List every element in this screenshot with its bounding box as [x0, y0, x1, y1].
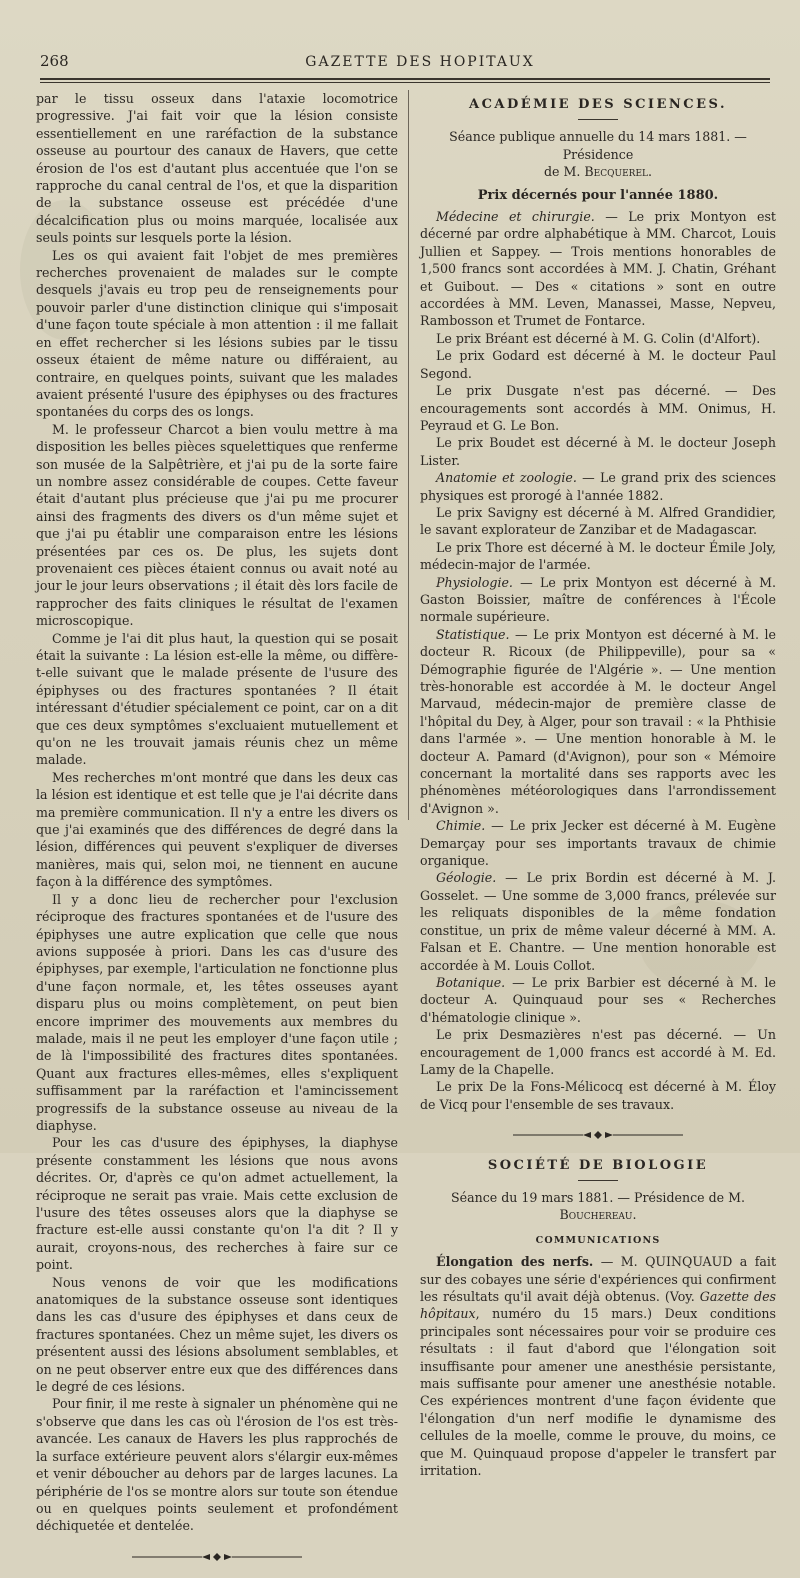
- section-lead: Statistique.: [436, 626, 510, 642]
- paragraph: [420, 347, 776, 382]
- paragraph-text: — Le prix Montyon est décerné à M. Gaston Boissier, maître de conférences à l'École normale supérieure.: [420, 574, 776, 625]
- article-text: , numéro du 15 mars.) Deux conditions principales sont nécessaires pour voir se produire ces résultats : il faut d'abord que l'élongation soit insuffisante pour amener une anesthésie persistante, mais suffisante pour amener une anesthésie notable. Ces expériences montrent d'une façon évidente que l'élongation d'un nerf modifie le dynamisme des cellules de la moelle, comme le prouve, du moins, ce que M. Quinquaud propose d'appeler le transfert par irritation.: [420, 1306, 776, 1479]
- paragraph-text: — Le grand prix des sciences physiques est prorogé à l'année 1882.: [420, 470, 776, 503]
- article-italic: Gazette des hôpitaux: [420, 1289, 776, 1322]
- ornament-rule-icon: [132, 1552, 302, 1562]
- paragraph-text: Le prix Savigny est décerné à M. Alfred Grandidier, le savant explorateur de Zanzibar et de Madagascar.: [420, 504, 776, 538]
- paragraph-text: — Le prix Montyon est décerné par ordre alphabétique à MM. Charcot, Louis Jullien et Sappey. — Trois mentions honorables de 1,500 francs sont accordées à MM. J. Chatin, Gréhant et Guibout. — Des « citations » sont en outre accordées à MM. Leven, Manassei, Masse, Nepveu, Rambosson et Trumet de Fontarce.: [420, 209, 776, 329]
- ornament-rule-icon: [513, 1130, 683, 1140]
- paragraph: Mes recherches m'ont montré que dans les deux cas la lésion est identique et est telle que je l'ai décrite dans ma première communication. Il n'y a entre les divers os que j'ai examinés que des différences de degré dans la lésion, différences qui peuvent s'expliquer de diverses manières, mais qui, selon moi, ne tiennent en aucune façon à la différence des symptômes.: [36, 769, 398, 890]
- seance-prefix: Séance du 19 mars 1881. — Présidence de M.: [451, 1189, 745, 1205]
- section-lead: Géologie.: [436, 870, 497, 886]
- page-header: [40, 52, 770, 76]
- paragraph-text: — Le prix Jecker est décerné à M. Eugène Demarçay pour ses importants travaux de chimie organique.: [420, 818, 776, 869]
- paragraph-text: Le prix Thore est décerné à M. le docteur Émile Joly, médecin-major de l'armée.: [420, 539, 776, 573]
- section-lead: Botanique.: [436, 974, 506, 990]
- paragraph-text: Le prix De la Fons-Mélicocq est décerné à M. Éloy de Vicq pour l'ensemble de ses travaux.: [420, 1079, 776, 1112]
- president-name: Bouchereau.: [559, 1207, 637, 1223]
- paragraph: Comme je l'ai dit plus haut, la question qui se posait était la suivante : La lésion est-elle la même, ou diffère-t-elle suivant que le malade présente de l'usure des épiphyses ou des fractures spontanées ? Il était intéressant d'étudier spécialement ce point, car on a dit que ces deux symptômes s'excluaient mutuellement et qu'on ne les trouvait jamais réunis chez un même malade.: [36, 630, 398, 768]
- section-lead: Médecine et chirurgie.: [436, 209, 595, 225]
- paragraph: [420, 504, 776, 539]
- biologie-title: SOCIÉTÉ DE BIOLOGIE: [487, 1157, 709, 1173]
- section-lead: Anatomie et zoologie.: [436, 470, 577, 486]
- communications-label: COMMUNICATIONS: [535, 1234, 661, 1246]
- paragraph: [420, 208, 776, 330]
- paragraph: [420, 1026, 776, 1078]
- article-lead: Élongation des nerfs.: [436, 1254, 594, 1270]
- header-rule: [40, 78, 770, 83]
- paragraph: [420, 1253, 776, 1479]
- paragraph: Nous venons de voir que les modifications anatomiques de la substance osseuse sont identiques dans les cas d'usure des épiphyses et dans ceux de fractures spontanées. Chez un même sujet, les divers os présentent aussi des lésions absolument semblables, et on ne peut observer entre eux que des différences dans le degré de ces lésions.: [36, 1274, 398, 1395]
- paragraph: [420, 330, 776, 347]
- paragraph-text: — Le prix Barbier est décerné à M. le docteur A. Quinquaud pour ses « Recherches d'hématologie clinique ».: [420, 974, 776, 1025]
- paragraph: Il y a donc lieu de rechercher pour l'exclusion réciproque des fractures spontanées et de l'usure des épiphyses une autre explication que celle que nous avions supposée à priori. Dans les cas d'usure des épiphyses, par exemple, l'articulation ne fonctionne plus d'une façon normale, et, les têtes osseuses ayant disparu plus ou moins complètement, on peut bien encore imprimer des mouvements aux membres du malade, mais il ne peut les employer d'une façon utile ; de là l'impossibilité des fractures dites spontanées. Quant aux fractures elles-mêmes, elles s'expliquent suffisamment par la raréfaction et l'amincissement progressifs de la substance osseuse au niveau de la diaphyse.: [36, 891, 398, 1133]
- seance-line: Séance publique annuelle du 14 mars 1881. — Présidence: [449, 129, 747, 162]
- paragraph-text: Le prix Bréant est décerné à M. G. Colin (d'Alfort).: [436, 330, 761, 346]
- paragraph: [420, 974, 776, 1026]
- short-rule: [578, 1180, 618, 1181]
- left-column: [36, 90, 398, 1578]
- paragraph: [420, 626, 776, 817]
- paragraph: M. le professeur Charcot a bien voulu mettre à ma disposition les belles pièces squelettiques que renferme son musée de la Salpêtrière, et j'ai pu de la sorte faire un nombre assez considérable de coupes. Cette faveur était d'autant plus précieuse que j'ai pu me procurer ainsi des fragments des divers os d'un même sujet et que j'ai pu établir une comparaison entre les lésions présentées par ces os. De plus, les sujets dont provenaient ces pièces étaient connus ou avait noté au jour le jour leurs observations ; il était dès lors facile de rapprocher des faits cliniques le résultat de l'examen microscopique.: [36, 421, 398, 629]
- academie-title: ACADÉMIE DES SCIENCES.: [468, 97, 728, 112]
- section-lead: Chimie.: [436, 818, 486, 834]
- paragraph-text: Le prix Desmazières n'est pas décerné. — Un encouragement de 1,000 francs est accordé à M. Ed. Lamy de la Chapelle.: [420, 1027, 776, 1077]
- paragraph: [420, 817, 776, 869]
- paragraph: [420, 434, 776, 469]
- section-ornament: [420, 1127, 776, 1144]
- section-ornament: [36, 1549, 398, 1566]
- article-text: a fait sur des cobayes une série d'expériences qui confirment les résultats qu'il avait déjà obtenus. (Voy.: [420, 1254, 777, 1304]
- academie-paragraphs: [420, 208, 776, 1113]
- right-column: [420, 90, 776, 1479]
- paragraph: [420, 574, 776, 626]
- paragraph: [420, 539, 776, 574]
- seance-line: [420, 163, 776, 180]
- journal-title: GAZETTE DES HOPITAUX: [305, 54, 535, 70]
- paragraph: [420, 469, 776, 504]
- president-name: Becquerel.: [584, 164, 652, 180]
- short-rule: [578, 119, 618, 120]
- paragraph-text: Le prix Godard est décerné à M. le docteur Paul Segond.: [420, 348, 776, 381]
- paragraph-text: Le prix Dusgate n'est pas décerné. — Des encouragements sont accordés à MM. Onimus, H. Peyraud et G. Le Bon.: [420, 383, 776, 433]
- page-number: 268: [40, 52, 69, 70]
- article-author: — M. QUINQUAUD: [593, 1254, 733, 1270]
- paragraph: Pour finir, il me reste à signaler un phénomène qui ne s'observe que dans les cas où l'érosion de l'os est très-avancée. Les canaux de Havers les plus rapprochés de la surface extérieure peuvent alors s'élargir eux-mêmes et venir déboucher au dehors par de larges lacunes. La périphérie de l'os se montre alors sur toute son étendue ou en quelques points seulement et profondément déchiquetée et dentelée.: [36, 1396, 398, 1534]
- paragraph: par le tissu osseux dans l'ataxie locomotrice progressive. J'ai fait voir que la lésion consiste essentiellement en une raréfaction de la substance osseuse au pourtour des canaux de Havers, que cette érosion de l'os est d'autant plus accentuée que l'on se rapproche du canal central de l'os, et que la disparition de la substance osseuse est précédée d'une décalcification plus ou moins marquée, localisée aux seuls points sur lesquels porte la lésion.: [36, 91, 398, 246]
- paragraph-text: — Le prix Bordin est décerné à M. J. Gosselet. — Une somme de 3,000 francs, prélevée sur les reliquats disponibles de la même fondation constitue, un prix de même valeur décerné à MM. A. Falsan et E. Chantre. — Une mention honorable est accordée à M. Louis Collot.: [420, 870, 776, 973]
- seance-prefix: de M.: [544, 164, 585, 180]
- paragraph-text: Le prix Boudet est décerné à M. le docteur Joseph Lister.: [420, 435, 776, 468]
- paragraph: [420, 1078, 776, 1113]
- section-lead: Physiologie.: [436, 574, 513, 590]
- prix-heading: Prix décernés pour l'année 1880.: [477, 187, 719, 203]
- paragraph: Pour les cas d'usure des épiphyses, la diaphyse présente constamment les lésions que nous avons décrites. Or, d'après ce qu'on admet actuellement, la réciproque ne serait pas vraie. Mais cette exclusion de l'usure des têtes osseuses alors que la diaphyse se fracture est-elle aussi constante qu'on l'a dit ? Il y aurait, croyons-nous, des recherches à faire sur ce point.: [36, 1135, 398, 1273]
- column-divider: [408, 90, 409, 820]
- paragraph-text: — Le prix Montyon est décerné à M. le docteur R. Ricoux (de Philippeville), pour sa « Démographie figurée de l'Algérie ». — Une mention très-honorable est accordée à M. le docteur Angel Marvaud, médecin-major de première classe de l'hôpital du Dey, à Alger, pour son travail : « la Phthisie dans l'armée ». — Une mention honorable à M. le docteur A. Pamard (d'Avignon), pour son « Mémoire concernant la mortalité dans ses rapports avec les phénomènes météorologiques dans l'arrondissement d'Avignon ».: [420, 626, 776, 816]
- paragraph: Les os qui avaient fait l'objet de mes premières recherches provenaient de malades sur le compte desquels j'avais eu trop peu de renseignements pour pouvoir parler d'une distinction clinique qui s'imposait d'une façon toute spéciale à mon attention : il me fallait en effet rechercher si les lésions subies par le tissu osseux étaient de même nature ou différaient, au contraire, en quelques points, suivant que les malades avaient présenté l'usure des épiphyses ou des fractures spontanées du corps des os longs.: [36, 247, 398, 420]
- paragraph: [420, 869, 776, 973]
- paragraph: [420, 382, 776, 434]
- seance-line: [420, 1189, 776, 1224]
